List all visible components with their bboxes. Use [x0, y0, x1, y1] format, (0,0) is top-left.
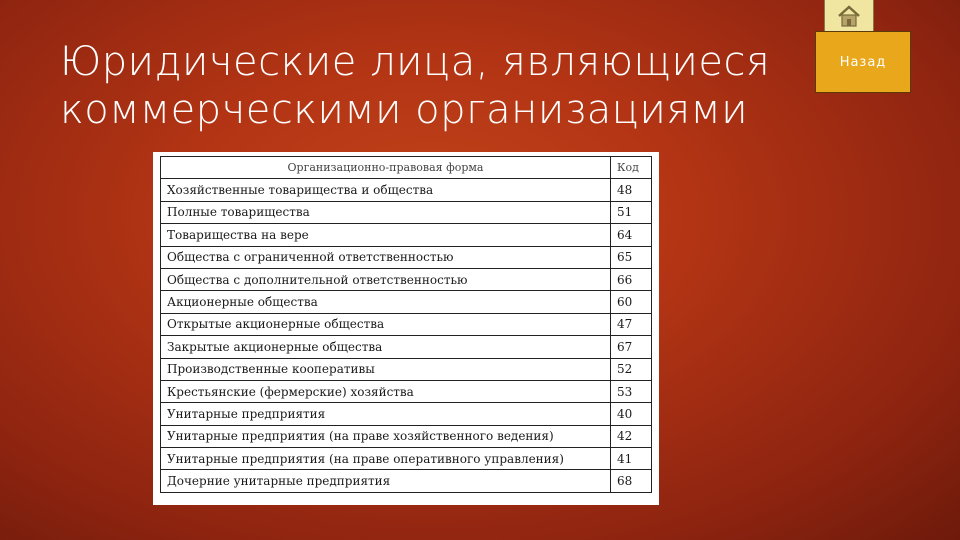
row-code: 68 — [611, 470, 652, 492]
table-row — [161, 380, 652, 402]
row-code: 42 — [611, 425, 652, 447]
table-row — [161, 268, 652, 290]
legal-forms-table-image — [153, 152, 659, 505]
row-code: 66 — [611, 268, 652, 290]
home-icon — [836, 3, 862, 29]
row-form: Крестьянские (фермерские) хозяйства — [161, 380, 611, 402]
legal-forms-table — [160, 156, 652, 493]
row-form: Открытые акционерные общества — [161, 313, 611, 335]
table-row — [161, 403, 652, 425]
table-header-row — [161, 157, 652, 179]
header-form: Организационно-правовая форма — [161, 157, 611, 179]
table-row — [161, 470, 652, 492]
table-row — [161, 313, 652, 335]
row-code: 40 — [611, 403, 652, 425]
table-row — [161, 291, 652, 313]
back-button[interactable]: Назад — [815, 31, 911, 93]
row-code: 47 — [611, 313, 652, 335]
row-form: Полные товарищества — [161, 201, 611, 223]
header-code: Код — [611, 157, 652, 179]
row-code: 51 — [611, 201, 652, 223]
row-code: 48 — [611, 179, 652, 201]
row-form: Унитарные предприятия (на праве хозяйственного ведения) — [161, 425, 611, 447]
table-row — [161, 425, 652, 447]
row-form: Акционерные общества — [161, 291, 611, 313]
row-code: 65 — [611, 246, 652, 268]
row-form: Дочерние унитарные предприятия — [161, 470, 611, 492]
row-form: Общества с ограниченной ответственностью — [161, 246, 611, 268]
row-form: Общества с дополнительной ответственностью — [161, 268, 611, 290]
table-row — [161, 179, 652, 201]
row-code: 67 — [611, 336, 652, 358]
home-button[interactable] — [824, 0, 874, 32]
table-row — [161, 448, 652, 470]
table-row — [161, 246, 652, 268]
row-code: 64 — [611, 224, 652, 246]
row-code: 53 — [611, 380, 652, 402]
table-row — [161, 358, 652, 380]
slide-title-line-2: коммерческими организациями — [60, 87, 749, 133]
row-form: Хозяйственные товарищества и общества — [161, 179, 611, 201]
row-form: Закрытые акционерные общества — [161, 336, 611, 358]
table-row — [161, 201, 652, 223]
slide-title — [60, 38, 780, 134]
table-row — [161, 224, 652, 246]
table-row — [161, 336, 652, 358]
row-code: 41 — [611, 448, 652, 470]
row-form: Унитарные предприятия — [161, 403, 611, 425]
row-form: Товарищества на вере — [161, 224, 611, 246]
row-code: 60 — [611, 291, 652, 313]
row-form: Производственные кооперативы — [161, 358, 611, 380]
row-code: 52 — [611, 358, 652, 380]
slide-title-line-1: Юридические лица, являющиеся — [60, 39, 771, 85]
row-form: Унитарные предприятия (на праве оперативного управления) — [161, 448, 611, 470]
